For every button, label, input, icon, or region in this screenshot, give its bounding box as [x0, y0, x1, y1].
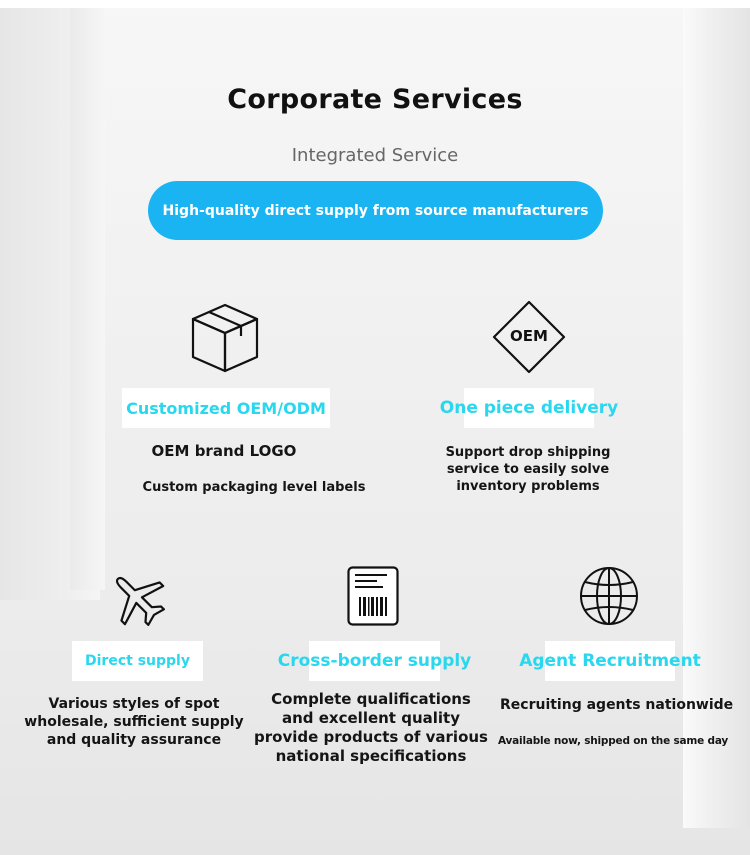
- direct-supply-label-text: Direct supply: [85, 653, 190, 669]
- agent-recruitment-label: [519, 641, 701, 681]
- one-piece-delivery-label-text: One piece delivery: [439, 398, 619, 418]
- delivery-desc-line3: inventory problems: [456, 479, 600, 494]
- crossborder-desc-line2: and excellent quality: [282, 709, 460, 727]
- direct-supply-label: [72, 641, 203, 681]
- airplane-icon: [106, 567, 168, 629]
- banner-pill: High-quality direct supply from source manufacturers: [148, 181, 603, 240]
- agent-desc-line2: Available now, shipped on the same day: [497, 735, 729, 747]
- page-subtitle: Integrated Service: [291, 145, 459, 166]
- crossborder-desc-line3: provide products of various: [254, 728, 488, 746]
- direct-desc-line1: Various styles of spot: [48, 696, 220, 712]
- delivery-desc-line2: service to easily solve: [446, 462, 610, 477]
- oem-diamond-icon-text: OEM: [510, 327, 548, 345]
- box-icon: [190, 302, 260, 374]
- one-piece-delivery-label: [439, 388, 619, 428]
- agent-desc-line1: Recruiting agents nationwide: [500, 697, 734, 713]
- agent-recruitment-label-text: Agent Recruitment: [519, 651, 701, 671]
- oem-desc-line2: Custom packaging level labels: [142, 480, 366, 495]
- oem-odm-label-text: Customized OEM/ODM: [126, 398, 326, 418]
- direct-desc-line3: and quality assurance: [46, 732, 222, 748]
- oem-odm-label: [122, 388, 330, 428]
- cross-border-supply-label-text: Cross-border supply: [277, 651, 472, 671]
- background-top-strip: [0, 0, 750, 8]
- crossborder-desc-line4: national specifications: [275, 747, 467, 765]
- crossborder-desc-line1: Complete qualifications: [271, 690, 471, 708]
- barcode-document-icon: [347, 566, 399, 626]
- oem-desc-line1: OEM brand LOGO: [151, 442, 297, 460]
- cross-border-supply-label: [277, 641, 472, 681]
- page-title: Corporate Services: [227, 84, 523, 115]
- delivery-desc-line1: Support drop shipping: [445, 445, 611, 460]
- globe-icon: [579, 566, 639, 626]
- direct-desc-line2: wholesale, sufficient supply: [24, 714, 244, 730]
